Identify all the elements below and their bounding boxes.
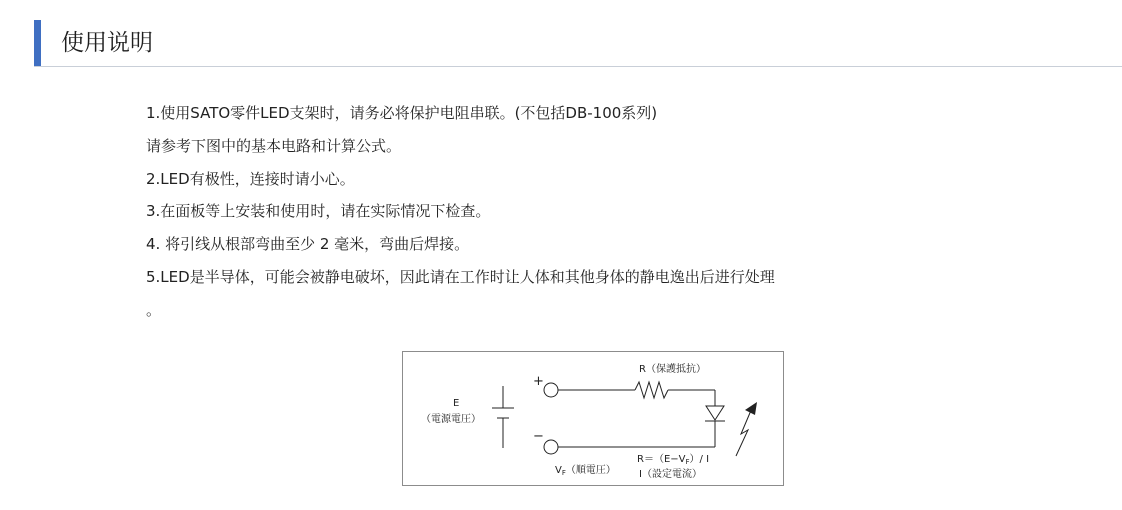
vf-main: V	[555, 465, 562, 476]
section-title: 使用说明	[61, 30, 153, 56]
instruction-line-2: 请参考下图中的基本电路和计算公式。	[146, 136, 402, 155]
light-emission-arrow	[736, 408, 752, 456]
section-header	[34, 20, 1122, 67]
formula-prefix: R＝（E−V	[637, 454, 686, 465]
current-label: I（設定電流）	[639, 469, 702, 480]
plus-sign: +	[533, 374, 544, 389]
instruction-line-7: 。	[146, 300, 162, 319]
instruction-line-3: 2.LED有极性，连接时请小心。	[146, 169, 355, 188]
led-diode-triangle	[706, 406, 724, 420]
resistance-formula	[637, 453, 709, 466]
instruction-line-5: 4. 将引线从根部弯曲至少 2 毫米，弯曲后焊接。	[146, 235, 470, 254]
instruction-line-6: 5.LED是半导体，可能会被静电破坏，因此请在工作时让人体和其他身体的静电逸出后进行处理	[146, 267, 775, 286]
circuit-diagram-svg	[403, 352, 785, 487]
header-accent-bar	[34, 20, 41, 66]
forward-voltage-label	[555, 464, 616, 477]
arrow-head	[745, 402, 757, 415]
positive-terminal	[544, 383, 558, 397]
resistor-symbol	[635, 382, 668, 398]
instruction-list	[146, 97, 1096, 327]
vf-label: （順電圧）	[565, 465, 616, 476]
formula-suffix: ）/ I	[689, 454, 710, 465]
instruction-line-1: 1.使用SATO零件LED支架时，请务必将保护电阻串联。(不包括DB-100系列)	[146, 104, 658, 122]
instruction-line-4: 3.在面板等上安装和使用时，请在实际情况下检查。	[146, 202, 491, 221]
resistor-label: R（保護抵抗）	[639, 364, 706, 375]
circuit-diagram	[402, 351, 784, 486]
source-letter: E	[453, 398, 460, 409]
formula-sub: F	[685, 458, 690, 466]
vf-sub: F	[561, 469, 566, 477]
source-label: （電源電圧）	[421, 414, 481, 425]
minus-sign: −	[533, 429, 544, 444]
negative-terminal	[544, 440, 558, 454]
